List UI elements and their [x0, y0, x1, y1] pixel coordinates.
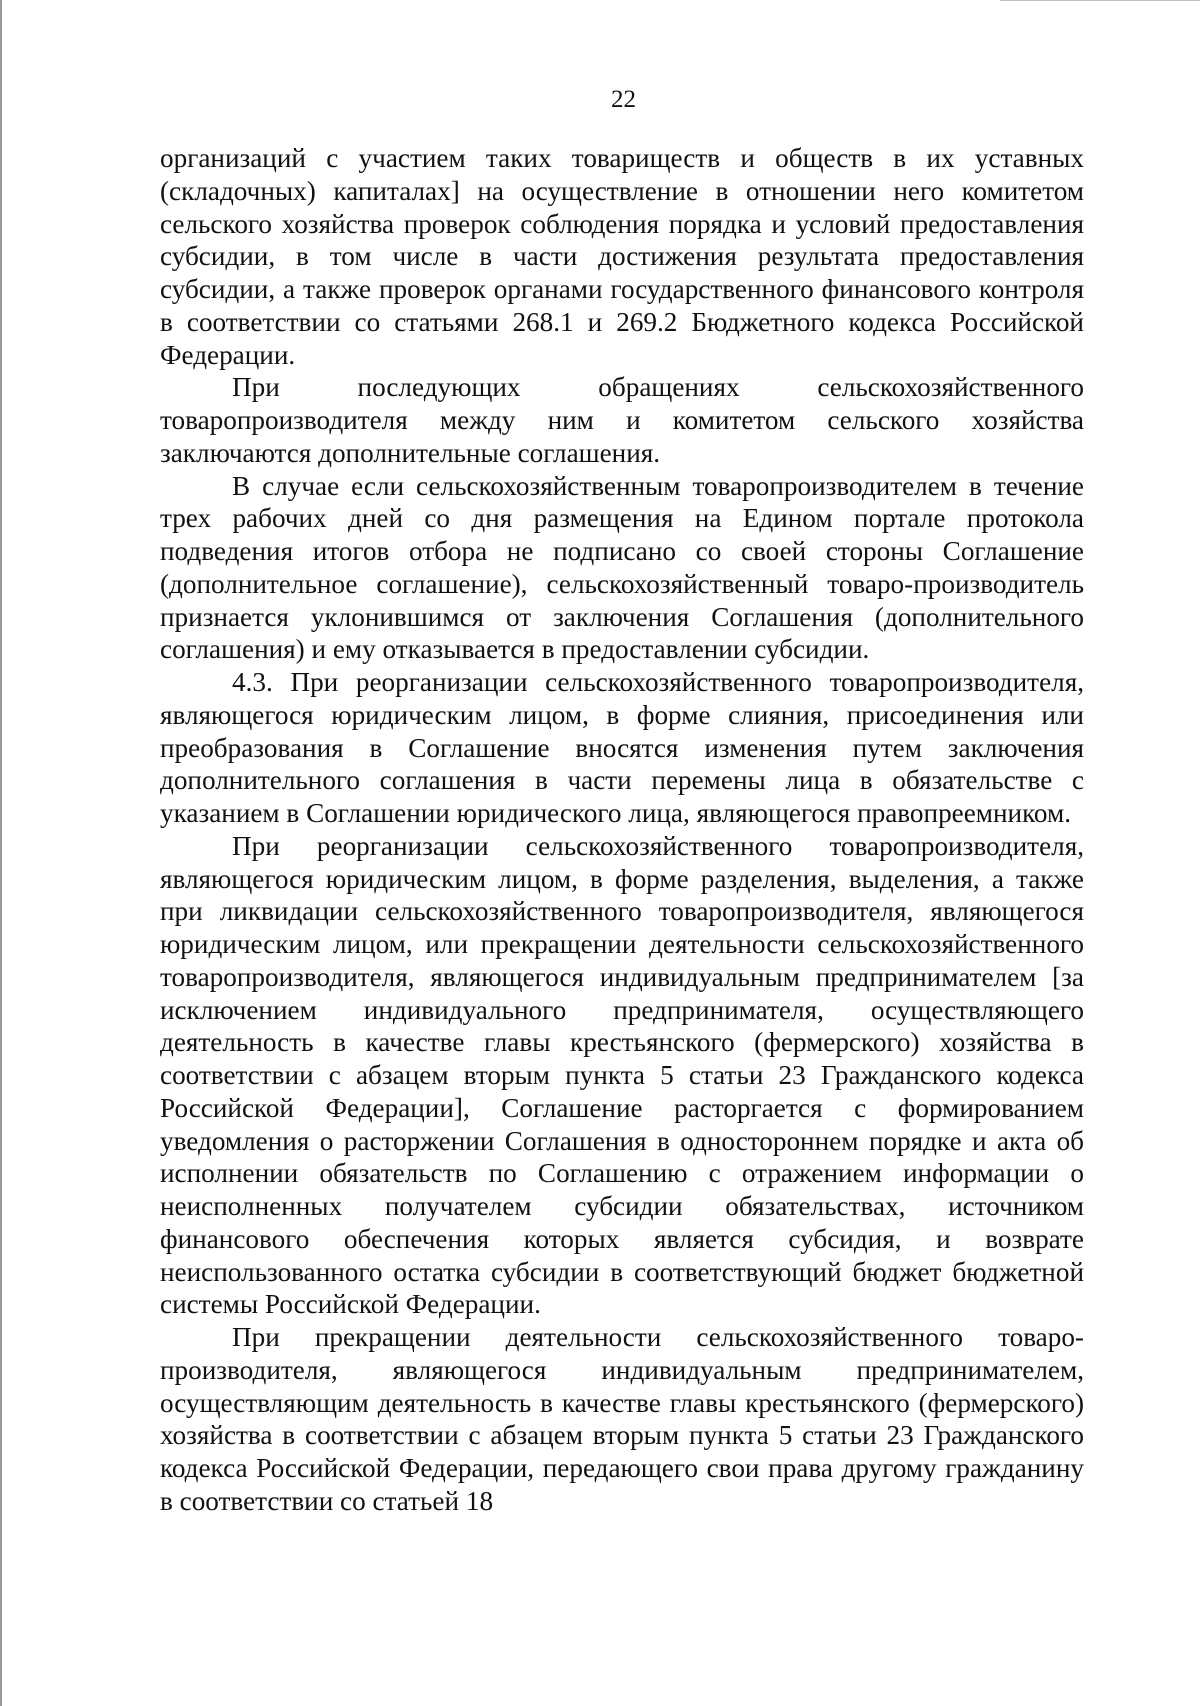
paragraph-1: организаций с участием таких товариществ и обществ в их уставных (складочных) капиталах] на осуществление в отношении него комитетом сельского хозяйства проверок соблюдения порядка и условий предоставления субсидии, в том числе в части достижения результата предоставления субсидии, а также проверок органами государственного финансового контроля в соответствии со статьями 268.1 и 269.2 Бюджетного кодекса Российской Федерации.	[160, 143, 1084, 370]
paragraph-2: При последующих обращениях сельскохозяйственного товаропроизводителя между ним и комитетом сельского хозяйства заключаются дополнительные соглашения.	[160, 372, 1084, 468]
paragraph-5: При реорганизации сельскохозяйственного товаропроизводителя, являющегося юридическим лицом, в форме разделения, выделения, а также при ликвидации сельскохозяйственного товаропроизводителя, являющегося юридическим лицом, или прекращении деятельности сельскохозяйственного товаропроизводителя, являющегося индивидуальным предпринимателем [за исключением индивидуального предпринимателя, осуществляющего деятельность в качестве главы крестьянского (фермерского) хозяйства в соответствии с абзацем вторым пункта 5 статьи 23 Гражданского кодекса Российской Федерации], Соглашение расторгается с формированием уведомления о расторжении Соглашения в одностороннем порядке и акта об исполнении обязательств по Соглашению с отражением информации о неисполненных получателем субсидии обязательствах, источником финансового обеспечения которых является субсидия, и возврате неиспользованного остатка субсидии в соответствующий бюджет бюджетной системы Российской Федерации.	[160, 830, 1084, 1320]
scan-edge-left	[0, 0, 2, 1706]
paragraph-3: В случае если сельскохозяйственным товаропроизводителем в течение трех рабочих дней со дня размещения на Едином портале протокола подведения итогов отбора не подписано со своей стороны Соглашение (дополнительное соглашение), сельскохозяйственный товаро-производитель признается уклонившимся от заключения Соглашения (дополнительного соглашения) и ему отказывается в предоставлении субсидии.	[160, 470, 1084, 665]
page-number: 22	[611, 86, 636, 113]
scan-edge-top	[1000, 0, 1200, 1]
document-body	[160, 142, 1084, 1518]
paragraph-6: При прекращении деятельности сельскохозяйственного товаро-производителя, являющегося индивидуальным предпринимателем, осуществляющим деятельность в качестве главы крестьянского (фермерского) хозяйства в соответствии с абзацем вторым пункта 5 статьи 23 Гражданского кодекса Российской Федерации, передающего свои права другому гражданину в соответствии со статьей 18	[160, 1322, 1084, 1516]
paragraph-4: 4.3. При реорганизации сельскохозяйственного товаропроизводителя, являющегося юридическим лицом, в форме слияния, присоединения или преобразования в Соглашение вносятся изменения путем заключения дополнительного соглашения в части перемены лица в обязательстве с указанием в Соглашении юридического лица, являющегося правопреемником.	[160, 667, 1084, 828]
